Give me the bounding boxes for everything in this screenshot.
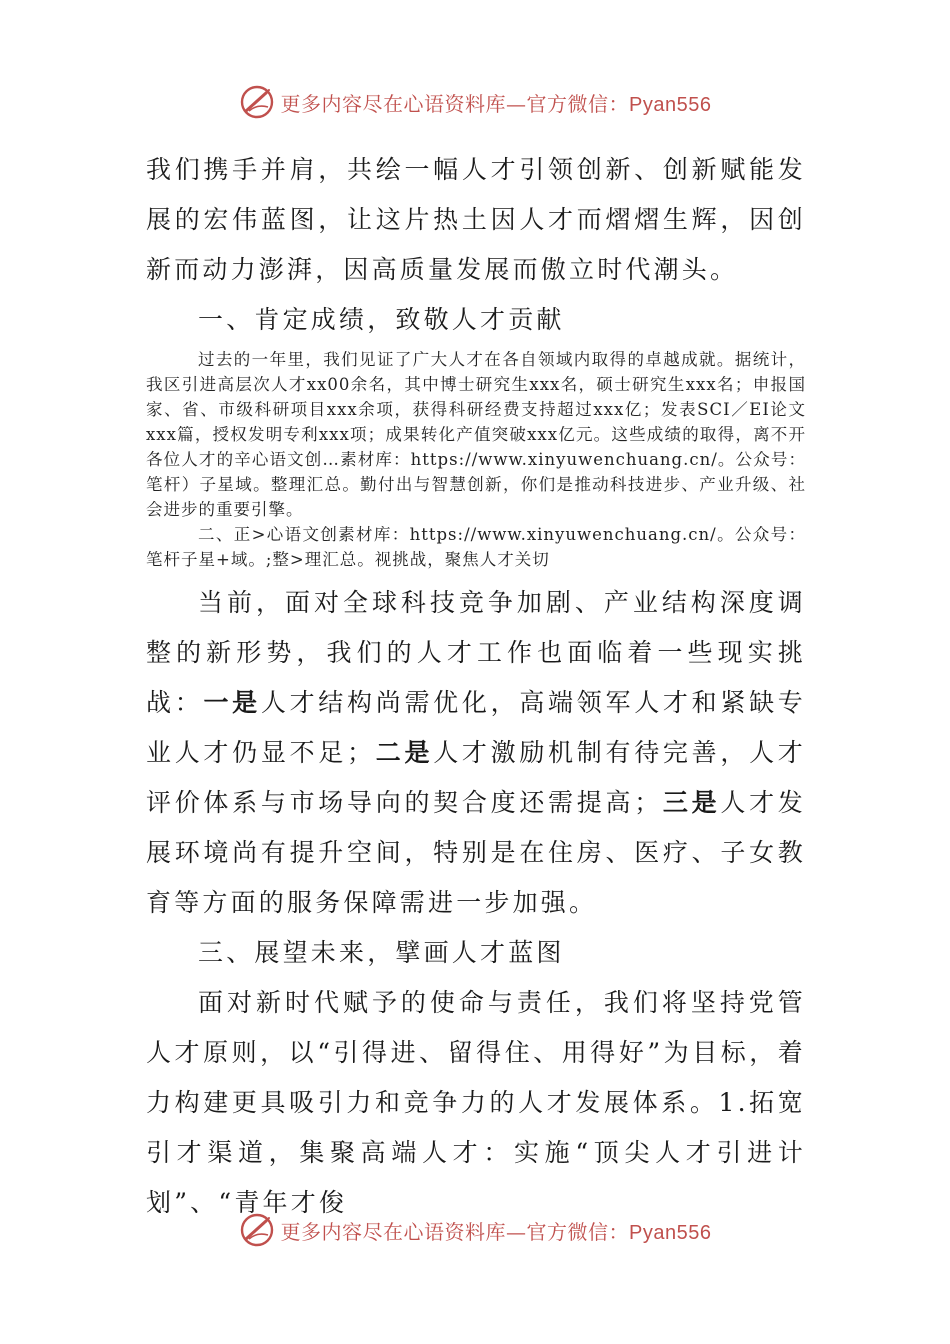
header-banner bbox=[0, 80, 950, 124]
banner-text: 更多内容尽在心语资料库—官方微信：Pyan556 bbox=[280, 1219, 712, 1244]
section1-body: 过去的一年里，我们见证了广大人才在各自领域内取得的卓越成就。据统计，我区引进高层次人才xx00余名，其中博士研究生xxx名，硕士研究生xxx名；申报国家、省、市级科研项目xxx余项，获得科研经费支持超过xxx亿；发表SCI／EI论文xxx篇，授权发明专利xxx项；成果转化产值突破xxx亿元。这些成绩的取得，离不开各位人才的辛心语文创…素材库：https://www.xinyuwenchuang.cn/。公众号：笔杆）子星域。整理汇总。勤付出与智慧创新，你们是推动科技进步、产业升级、社会进步的重要引擎。 bbox=[146, 350, 806, 519]
section3-body: 面对新时代赋予的使命与责任，我们将坚持党管人才原则，以“引得进、留得住、用得好”为目标，着力构建更具吸引力和竞争力的人才发展体系。1.拓宽引才渠道，集聚高端人才：实施“顶尖人才引进计划”、“青年才俊 bbox=[146, 988, 806, 1217]
point-two-label: 二是 bbox=[375, 738, 434, 767]
pen-logo-icon bbox=[239, 1212, 275, 1248]
pen-logo-icon bbox=[239, 84, 275, 120]
section2-body: 当前，面对全球科技竞争加剧、产业结构深度调整的新形势，我们的人才工作也面临着一些现实挑战：一是人才结构尚需优化，高端领军人才和紧缺专业人才仍显不足；二是人才激励机制有待完善，人才评价体系与市场导向的契合度还需提高；三是人才发展环境尚有提升空间，特别是在住房、医疗、子女教育等方面的服务保障需进一步加强。 bbox=[146, 588, 806, 917]
document-body bbox=[146, 145, 806, 1228]
section2-heading: 二、正>心语文创素材库：https://www.xinyuwenchuang.cn/。公众号：笔杆子星+域。;整>理汇总。视挑战，聚焦人才关切 bbox=[146, 525, 806, 569]
section1-heading: 一、肯定成绩，致敬人才贡献 bbox=[198, 305, 565, 334]
banner-text: 更多内容尽在心语资料库—官方微信：Pyan556 bbox=[280, 91, 712, 116]
intro-paragraph: 我们携手并肩，共绘一幅人才引领创新、创新赋能发展的宏伟蓝图，让这片热土因人才而熠熠生辉，因创新而动力澎湃，因高质量发展而傲立时代潮头。 bbox=[146, 155, 806, 284]
point-three-label: 三是 bbox=[662, 788, 721, 817]
point-one-label: 一是 bbox=[203, 688, 261, 717]
section3-heading: 三、展望未来，擘画人才蓝图 bbox=[198, 938, 565, 967]
footer-banner bbox=[0, 1208, 950, 1252]
